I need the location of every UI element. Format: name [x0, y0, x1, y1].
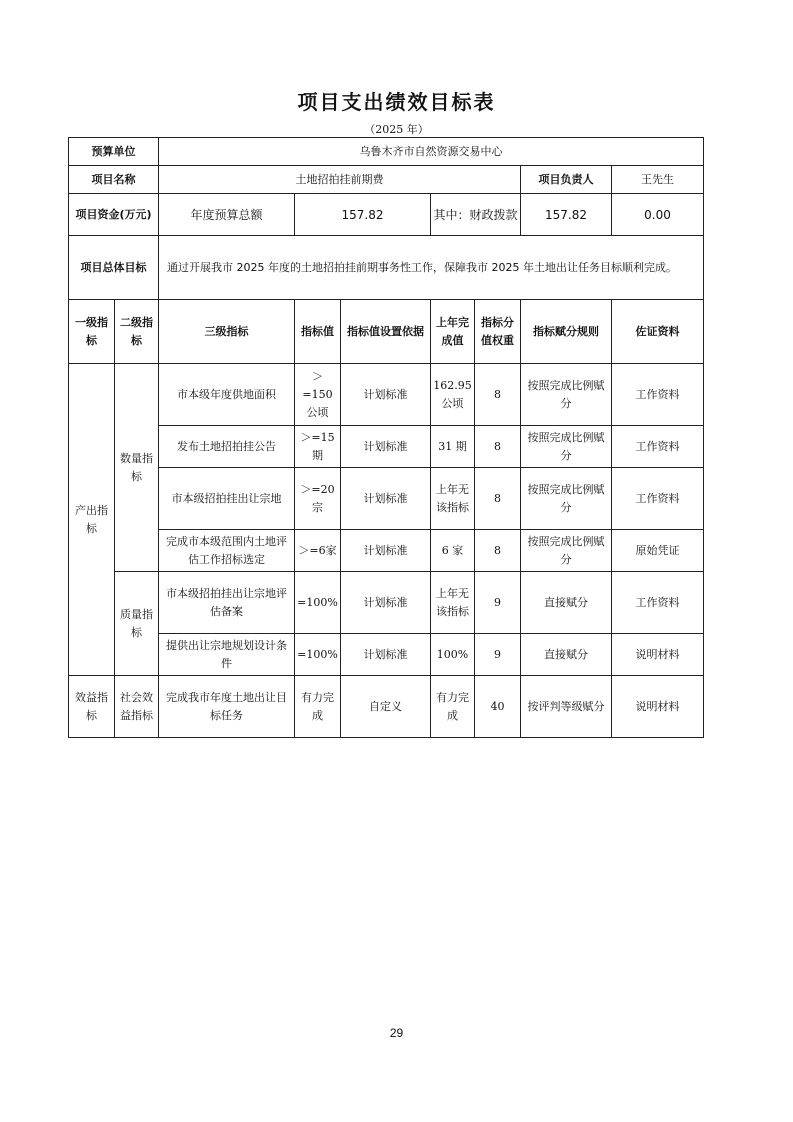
header-rule: 指标赋分规则	[521, 300, 612, 364]
table-row	[69, 634, 704, 676]
row-basis: 计划标准	[341, 634, 431, 676]
fiscal-label: 其中：财政拨款	[431, 194, 521, 236]
row-basis: 计划标准	[341, 572, 431, 634]
row-name: 市本级招拍挂出让宗地评估备案	[159, 572, 295, 634]
row-name: 完成我市年度土地出让目标任务	[159, 676, 295, 738]
funds-label: 项目资金(万元)	[69, 194, 159, 236]
row-name: 市本级招拍挂出让宗地	[159, 468, 295, 530]
table-row	[69, 364, 704, 426]
document-year: （2025 年）	[364, 123, 429, 136]
project-value: 土地招拍挂前期费	[159, 166, 521, 194]
owner-label: 项目负责人	[521, 166, 612, 194]
goal-value: 通过开展我市 2025 年度的土地招拍挂前期事务性工作，保障我市 2025 年土地出让任务目标顺利完成。	[159, 236, 704, 300]
row-name: 完成市本级范围内土地评估工作招标选定	[159, 530, 295, 572]
row-rule: 按评判等级赋分	[521, 676, 612, 738]
annual-budget-label: 年度预算总额	[159, 194, 295, 236]
table-row	[69, 676, 704, 738]
header-level2: 二级指标	[115, 300, 159, 364]
row-value: ＞=20宗	[295, 468, 341, 530]
group-quality: 质量指标	[115, 572, 159, 676]
row-basis: 计划标准	[341, 468, 431, 530]
row-value: ＞=15期	[295, 426, 341, 468]
project-label: 项目名称	[69, 166, 159, 194]
row-basis: 计划标准	[341, 426, 431, 468]
row-last-year: 上年无该指标	[431, 572, 475, 634]
funds-row	[69, 194, 704, 236]
row-evidence: 工作资料	[612, 468, 704, 530]
header-value: 指标值	[295, 300, 341, 364]
row-weight: 8	[475, 364, 521, 426]
table-row	[69, 530, 704, 572]
document-title: 项目支出绩效目标表	[297, 90, 496, 114]
page-number: 29	[389, 1026, 404, 1040]
row-value: =100%	[295, 634, 341, 676]
header-basis: 指标值设置依据	[341, 300, 431, 364]
project-row	[69, 166, 704, 194]
row-name: 提供出让宗地规划设计条件	[159, 634, 295, 676]
row-weight: 9	[475, 634, 521, 676]
row-rule: 按照完成比例赋分	[521, 530, 612, 572]
performance-table	[68, 137, 704, 738]
group-output: 产出指标	[69, 364, 115, 676]
row-value: ＞=150公顷	[295, 364, 341, 426]
header-evidence: 佐证资料	[612, 300, 704, 364]
row-weight: 8	[475, 530, 521, 572]
unit-label: 预算单位	[69, 138, 159, 166]
other-funds-cell	[612, 194, 704, 236]
row-value: 有力完成	[295, 676, 341, 738]
row-last-year: 有力完成	[431, 676, 475, 738]
row-name: 市本级年度供地面积	[159, 364, 295, 426]
row-last-year: 31 期	[431, 426, 475, 468]
table-row	[69, 468, 704, 530]
row-value: ＞=6家	[295, 530, 341, 572]
row-weight: 8	[475, 426, 521, 468]
row-last-year: 上年无该指标	[431, 468, 475, 530]
row-weight: 40	[475, 676, 521, 738]
row-last-year: 100%	[431, 634, 475, 676]
row-evidence: 说明材料	[612, 634, 704, 676]
row-evidence: 工作资料	[612, 572, 704, 634]
header-last-year: 上年完成值	[431, 300, 475, 364]
goal-label: 项目总体目标	[69, 236, 159, 300]
row-basis: 计划标准	[341, 364, 431, 426]
row-evidence: 工作资料	[612, 364, 704, 426]
row-evidence: 原始凭证	[612, 530, 704, 572]
row-evidence: 说明材料	[612, 676, 704, 738]
row-basis: 计划标准	[341, 530, 431, 572]
group-social: 社会效益指标	[115, 676, 159, 738]
owner-value: 王先生	[612, 166, 704, 194]
unit-value: 乌鲁木齐市自然资源交易中心	[159, 138, 704, 166]
row-value: =100%	[295, 572, 341, 634]
table-row	[69, 426, 704, 468]
row-evidence: 工作资料	[612, 426, 704, 468]
row-rule: 直接赋分	[521, 634, 612, 676]
row-weight: 8	[475, 468, 521, 530]
row-name: 发布土地招拍挂公告	[159, 426, 295, 468]
row-rule: 按照完成比例赋分	[521, 426, 612, 468]
unit-row	[69, 138, 704, 166]
row-last-year: 162.95公顷	[431, 364, 475, 426]
goal-row	[69, 236, 704, 300]
row-weight: 9	[475, 572, 521, 634]
row-rule: 按照完成比例赋分	[521, 468, 612, 530]
row-rule: 按照完成比例赋分	[521, 364, 612, 426]
group-quantity: 数量指标	[115, 364, 159, 572]
group-benefit: 效益指标	[69, 676, 115, 738]
row-rule: 直接赋分	[521, 572, 612, 634]
row-basis: 自定义	[341, 676, 431, 738]
header-level1: 一级指标	[69, 300, 115, 364]
header-level3: 三级指标	[159, 300, 295, 364]
fiscal-value: 157.82	[521, 194, 612, 236]
row-last-year: 6 家	[431, 530, 475, 572]
header-weight: 指标分值权重	[475, 300, 521, 364]
indicator-header-row	[69, 300, 704, 364]
annual-budget-value: 157.82	[295, 194, 431, 236]
table-row	[69, 572, 704, 634]
other-funds-value: 0.00	[644, 207, 671, 222]
